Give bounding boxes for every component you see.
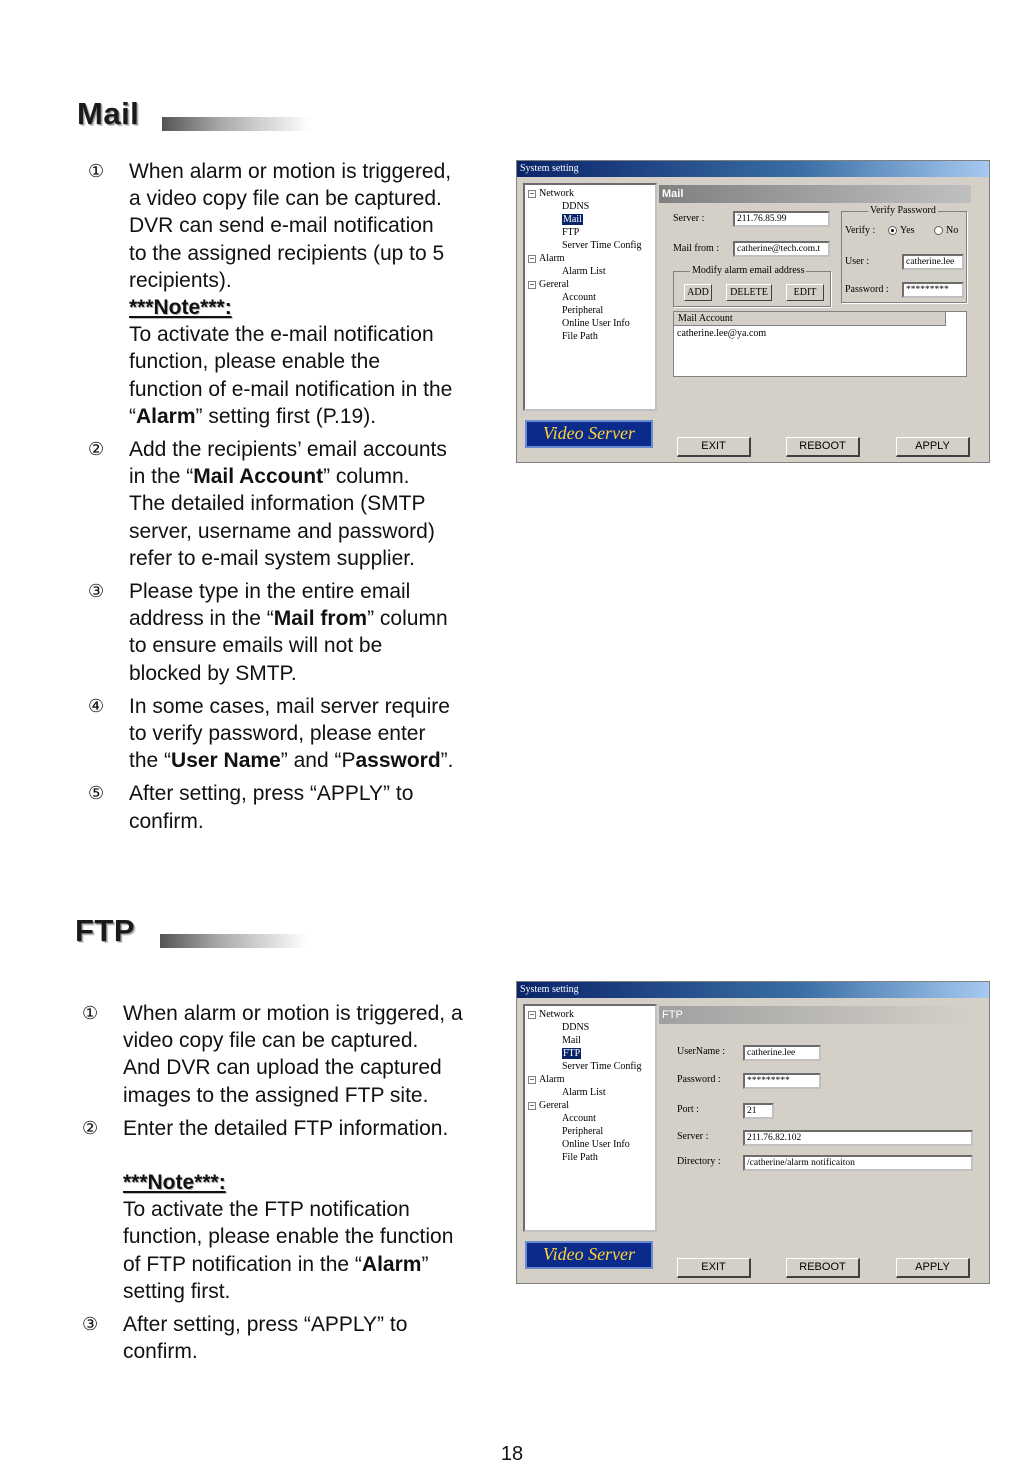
password-input[interactable]: ********* — [902, 282, 964, 298]
page-number: 18 — [500, 1443, 524, 1465]
tree-item-alarm[interactable]: − Alarm — [529, 253, 565, 264]
mail-account-header[interactable]: Mail Account — [674, 312, 946, 326]
tree-item-alarm-list[interactable]: Alarm List — [562, 1087, 606, 1098]
list-item[interactable]: catherine.lee@ya.com — [677, 328, 767, 339]
mail-from-input[interactable]: catherine@tech.com.t — [733, 241, 830, 257]
apply-button[interactable]: APPLY — [896, 1258, 970, 1278]
server-input[interactable]: 211.76.82.102 — [743, 1130, 973, 1146]
reboot-button[interactable]: REBOOT — [786, 1258, 860, 1278]
tree-item-peripheral[interactable]: Peripheral — [562, 1126, 604, 1137]
tree-item-ftp[interactable]: FTP — [563, 1048, 581, 1059]
list-item: ⑤ After setting, press “APPLY” to confirm. — [88, 782, 414, 833]
apply-button[interactable]: APPLY — [896, 437, 970, 457]
ftp-settings-dialog — [516, 981, 990, 1284]
radio-off-icon — [934, 226, 943, 235]
item-number: ⑤ — [88, 783, 105, 804]
server-input[interactable]: 211.76.85.99 — [733, 211, 830, 227]
tree-item-alarm[interactable]: − Alarm — [529, 1074, 565, 1085]
mail-instructions — [88, 158, 488, 841]
ftp-instructions — [82, 1000, 494, 1371]
server-label: Server : — [677, 1131, 709, 1142]
ftp-title-bar — [160, 934, 308, 948]
tree-item-mail[interactable]: Mail — [562, 1035, 581, 1046]
tree-item-network[interactable]: − Network — [529, 188, 574, 199]
video-server-logo: Video Server — [525, 1241, 653, 1269]
list-item: ③ After setting, press “APPLY” to confirm. — [82, 1313, 408, 1364]
pane-title: Mail — [659, 185, 971, 203]
tree-item-online-user[interactable]: Online User Info — [562, 318, 630, 329]
tree-item-file-path[interactable]: File Path — [562, 331, 598, 342]
list-item: ① When alarm or motion is triggered, a video copy file can be captured. DVR can send e-mail notification to the assigned recipients (up to 5 recipients). ***Note***: To activate the e-mail notification function, please enable the function of e-mail notification in the “Alarm” setting first (P.19). — [88, 158, 488, 430]
modify-email-group: Modify alarm email address ADD DELETE EDIT — [673, 271, 831, 307]
list-item: ② Enter the detailed FTP information. ***Note***: To activate the FTP notification function, please enable the function of FTP notification in the “Alarm” setting first. — [82, 1115, 494, 1305]
delete-button[interactable]: DELETE — [726, 284, 772, 301]
tree-item-account[interactable]: Account — [562, 292, 596, 303]
dialog-title: System setting — [517, 161, 989, 177]
password-label: Password : — [845, 284, 889, 295]
note-label: ***Note***: — [129, 296, 232, 320]
settings-tree — [523, 1004, 657, 1232]
list-item: ① When alarm or motion is triggered, a video copy file can be captured. And DVR can upload the captured images to the assigned FTP site. — [82, 1002, 463, 1107]
list-item: ④ In some cases, mail server require to verify password, please enter the “User Name” and “Password”. — [88, 694, 454, 773]
ftp-pane — [659, 1006, 971, 1236]
user-input[interactable]: catherine.lee — [902, 254, 964, 270]
item-number: ① — [82, 1003, 99, 1023]
note-label: ***Note***: — [123, 1171, 226, 1195]
tree-item-network[interactable]: − Network — [529, 1009, 574, 1020]
list-item: ③ Please type in the entire email address in the “Mail from” column to ensure emails will not be blocked by SMTP. — [88, 580, 448, 685]
item-number: ③ — [82, 1314, 99, 1335]
item-number: ① — [88, 161, 105, 181]
ftp-section-title: FTP — [75, 913, 136, 948]
mail-pane — [659, 185, 971, 415]
mail-settings-dialog — [516, 160, 990, 463]
tree-item-server-time[interactable]: Server Time Config — [562, 1061, 642, 1072]
user-label: User : — [845, 256, 870, 267]
directory-label: Directory : — [677, 1156, 721, 1167]
dialog-title: System setting — [517, 982, 989, 998]
item-number: ② — [82, 1117, 99, 1138]
password-label: Password : — [677, 1074, 721, 1085]
username-input[interactable]: catherine.lee — [743, 1045, 821, 1061]
port-label: Port : — [677, 1104, 699, 1115]
exit-button[interactable]: EXIT — [677, 1258, 751, 1278]
mail-from-label: Mail from : — [673, 243, 720, 254]
tree-item-file-path[interactable]: File Path — [562, 1152, 598, 1163]
tree-item-mail[interactable]: Mail — [563, 214, 582, 225]
settings-tree — [523, 183, 657, 411]
item-number: ④ — [88, 695, 105, 716]
video-server-logo: Video Server — [525, 420, 653, 448]
tree-item-ftp[interactable]: FTP — [562, 227, 580, 238]
pane-title: FTP — [659, 1006, 971, 1024]
tree-item-ddns[interactable]: DDNS — [562, 201, 590, 212]
verify-no-radio[interactable]: No — [934, 225, 958, 236]
tree-item-ddns[interactable]: DDNS — [562, 1022, 590, 1033]
directory-input[interactable]: /catherine/alarm notificaiton — [743, 1155, 973, 1171]
username-label: UserName : — [677, 1046, 726, 1057]
item-number: ③ — [88, 581, 105, 602]
mail-account-list[interactable] — [673, 311, 967, 377]
verify-password-group: Verify Password Verify : Yes No User : catherine.lee Password : ********* — [841, 211, 967, 303]
list-item: ② Add the recipients’ email accounts in the “Mail Account” column. The detailed information (SMTP server, username and password) refer to e-mail system supplier. — [88, 438, 447, 570]
tree-item-peripheral[interactable]: Peripheral — [562, 305, 604, 316]
reboot-button[interactable]: REBOOT — [786, 437, 860, 457]
tree-item-account[interactable]: Account — [562, 1113, 596, 1124]
tree-item-online-user[interactable]: Online User Info — [562, 1139, 630, 1150]
tree-item-alarm-list[interactable]: Alarm List — [562, 266, 606, 277]
tree-item-general[interactable]: − Gereral — [529, 279, 569, 290]
exit-button[interactable]: EXIT — [677, 437, 751, 457]
mail-title-bar — [162, 117, 310, 131]
radio-on-icon — [888, 226, 897, 235]
tree-item-general[interactable]: − Gereral — [529, 1100, 569, 1111]
server-label: Server : — [673, 213, 705, 224]
tree-item-server-time[interactable]: Server Time Config — [562, 240, 642, 251]
mail-section-title: Mail — [77, 96, 140, 131]
port-input[interactable]: 21 — [743, 1103, 774, 1119]
password-input[interactable]: ********* — [743, 1073, 821, 1089]
add-button[interactable]: ADD — [684, 284, 712, 301]
edit-button[interactable]: EDIT — [786, 284, 824, 301]
item-number: ② — [88, 439, 105, 460]
verify-yes-radio[interactable]: Yes — [888, 225, 915, 236]
